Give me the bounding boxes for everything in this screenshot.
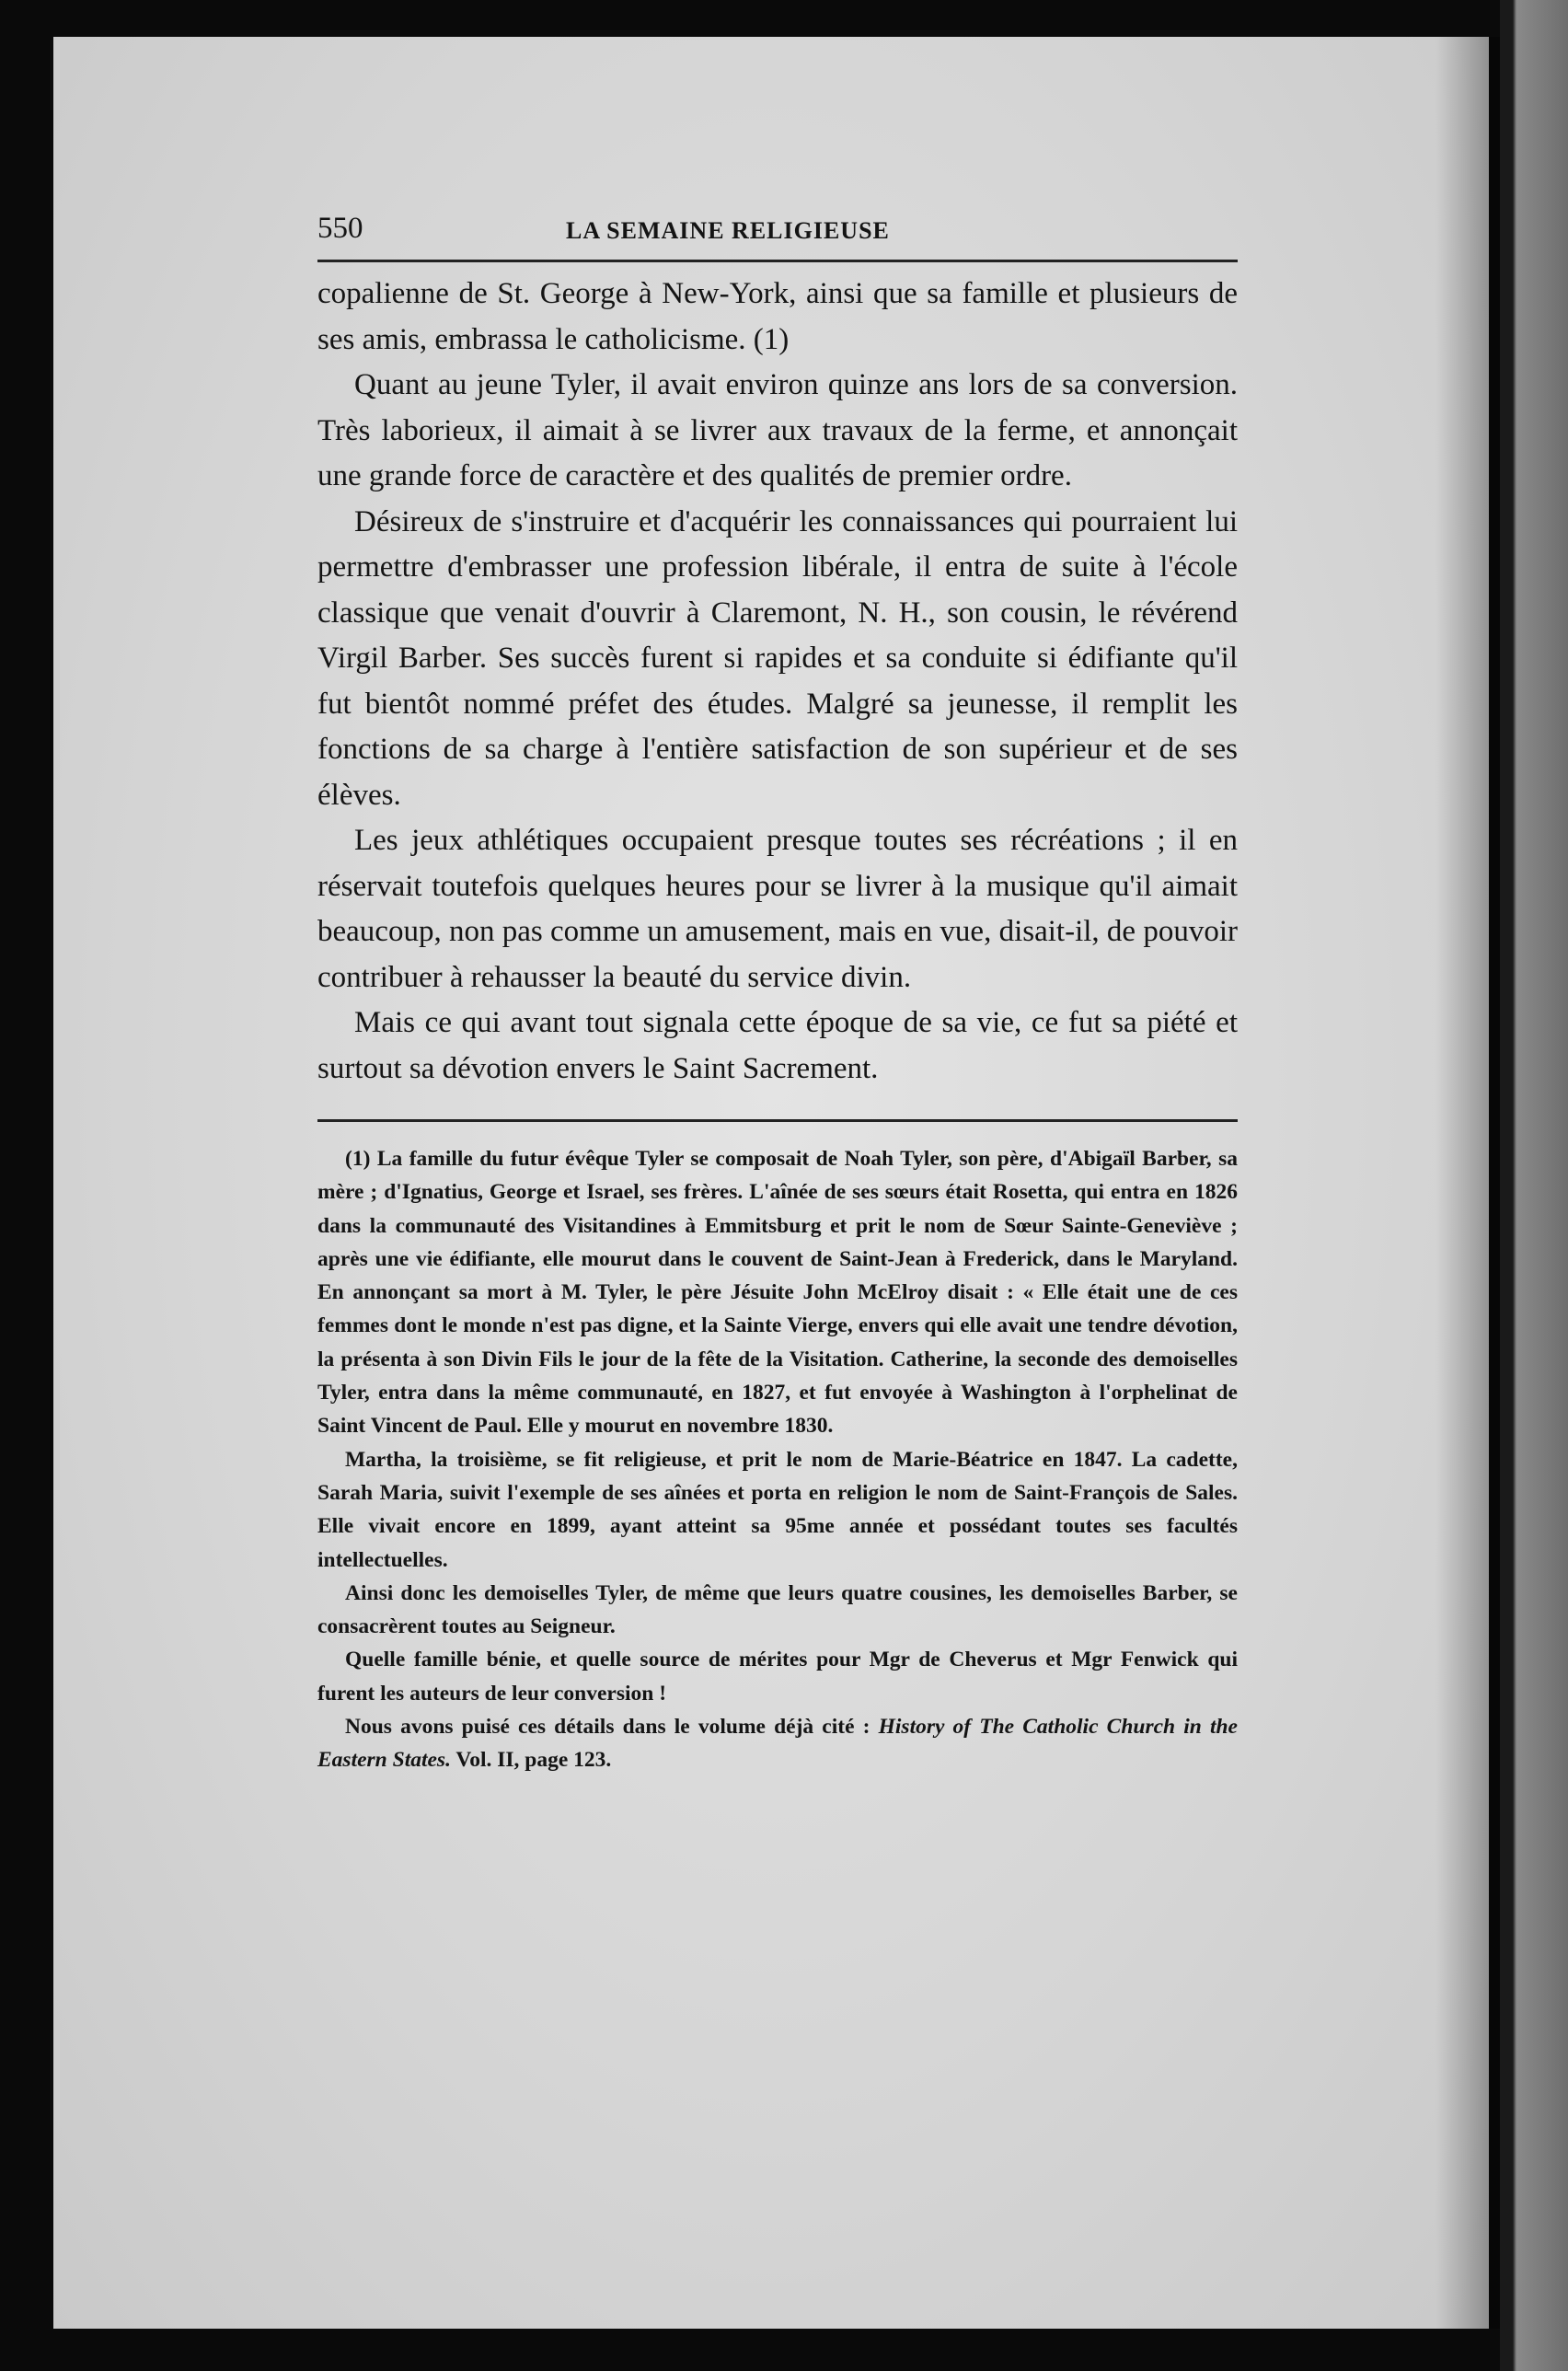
paragraph: copalienne de St. George à New-York, ainsi que sa famille et plusieurs de ses amis, embrassa le catholicisme. (1)	[317, 277, 1238, 356]
gutter-shadow	[1435, 37, 1500, 2329]
footnote-source-lead: Nous avons puisé ces détails dans le volume déjà cité :	[345, 1715, 879, 1740]
paragraph: Désireux de s'instruire et d'acquérir les connaissances qui pourraient lui permettre d'embrasser une profession libérale, il entra de suite à l'école classique que venait d'ouvrir à Claremont, N. H., son cousin, le révérend Virgil Barber. Ses succès furent si rapides et sa conduite si édifiante qu'il fut bientôt nommé préfet des études. Malgré sa jeunesse, il remplit les fonctions de sa charge à l'entière satisfaction de son supérieur et de ses élèves.	[317, 504, 1238, 812]
page-text-block	[317, 212, 1238, 1777]
footnote: Ainsi donc les demoiselles Tyler, de même que leurs quatre cousines, les demoiselles Barber, se consacrèrent toutes au Seigneur.	[317, 1580, 1238, 1639]
footnote: Martha, la troisième, se fit religieuse, et prit le nom de Marie-Béatrice en 1847. La cadette, Sarah Maria, suivit l'exemple de ses aînées et porta en religion le nom de Saint-François de Sales. Elle vivait encore en 1899, ayant atteint sa 95me année et possédant toutes ses facultés intellectuelles.	[317, 1447, 1238, 1572]
paragraph: Quant au jeune Tyler, il avait environ quinze ans lors de sa conversion. Très laborieux, il aimait à se livrer aux travaux de la ferme, et annonçait une grande force de caractère et des qualités de premier ordre.	[317, 368, 1238, 492]
footnote-rule	[317, 1119, 1238, 1122]
footnote: (1) La famille du futur évêque Tyler se composait de Noah Tyler, son père, d'Abigaïl Barber, sa mère ; d'Ignatius, George et Israel, ses frères. L'aînée de ses sœurs était Rosetta, qui entra en 1826 dans la communauté des Visitandines à Emmitsburg et prit le nom de Sœur Sainte-Geneviève ; après une vie édifiante, elle mourut dans le couvent de Saint-Jean à Frederick, dans le Maryland. En annonçant sa mort à M. Tyler, le père Jésuite John McElroy disait : « Elle était une de ces femmes dont le monde n'est pas digne, et la Sainte Vierge, envers qui elle avait une tendre dévotion, la présenta à son Divin Fils le jour de la fête de la Visitation. Catherine, la seconde des demoiselles Tyler, entra dans la même communauté, en 1827, et fut envoyée à Washington à l'orphelinat de Saint Vincent de Paul. Elle y mourut en novembre 1830.	[317, 1147, 1238, 1439]
running-title: LA SEMAINE RELIGIEUSE	[566, 217, 890, 244]
page-number: 550	[317, 212, 363, 245]
running-head	[317, 212, 1238, 254]
paragraph: Mais ce qui avant tout signala cette époque de sa vie, ce fut sa piété et surtout sa dévotion envers le Saint Sacrement.	[317, 1006, 1238, 1085]
book-title: History of The Catholic Church in the Eastern States.	[317, 1715, 1238, 1773]
footnote: Quelle famille bénie, et quelle source de mérites pour Mgr de Cheverus et Mgr Fenwick qui furent les auteurs de leur conversion !	[317, 1648, 1238, 1706]
header-rule	[317, 260, 1238, 262]
footnote-source-tail: Vol. II, page 123.	[450, 1748, 612, 1773]
adjacent-page-edge	[1500, 0, 1568, 2371]
paragraph: Les jeux athlétiques occupaient presque toutes ses récréations ; il en réservait toutefois quelques heures pour se livrer à la musique qu'il aimait beaucoup, non pas comme un amusement, mais en vue, disait-il, de pouvoir contribuer à rehausser la beauté du service divin.	[317, 824, 1238, 994]
footnote-source	[317, 1710, 1238, 1777]
